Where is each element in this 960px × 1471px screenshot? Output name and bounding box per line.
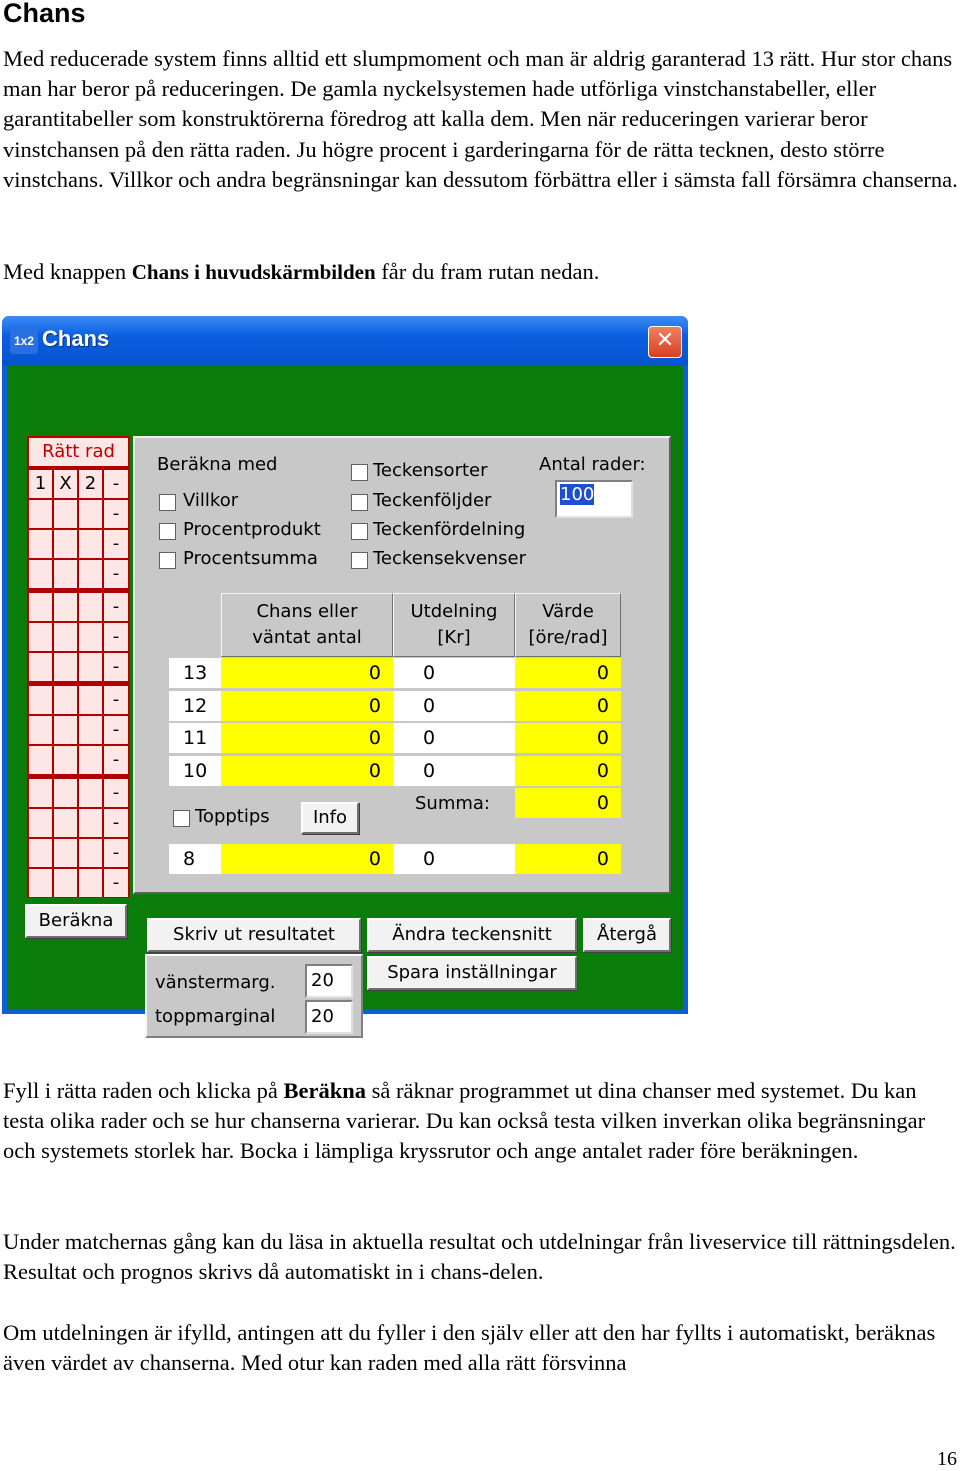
spara-installningar-button[interactable]: Spara inställningar (367, 956, 577, 990)
ratt-rad-cell[interactable] (29, 530, 52, 558)
ratt-rad-cell[interactable]: X (54, 470, 77, 498)
col-utdelning-header-line1: Utdelning (410, 601, 498, 622)
ratt-rad-cell[interactable] (29, 623, 52, 651)
ratt-rad-grid (29, 470, 128, 899)
col-chans-header-line2: väntat antal (252, 627, 362, 648)
ratt-rad-cell[interactable]: - (104, 653, 128, 681)
ratt-rad-row (29, 500, 128, 528)
table-row-11-utdelning-value[interactable]: 0 (393, 723, 515, 753)
berakna-med-label: Beräkna med (157, 454, 278, 475)
table-row-11-chans-value: 0 (221, 723, 393, 753)
page-number: 16 (937, 1448, 957, 1470)
ratt-rad-cell[interactable] (29, 653, 52, 681)
ratt-rad-row (29, 869, 128, 897)
topptips-row-chans-value: 0 (221, 844, 393, 874)
ratt-rad-cell[interactable]: - (104, 839, 128, 867)
toppmarginal-label: toppmarginal (155, 1006, 276, 1027)
ratt-rad-cell[interactable] (54, 530, 77, 558)
ratt-rad-panel (27, 436, 130, 898)
p3-bold: Beräkna (283, 1078, 367, 1103)
close-icon[interactable]: ✕ (648, 326, 682, 358)
page-heading: Chans (3, 0, 86, 28)
ratt-rad-cell[interactable]: - (104, 500, 128, 528)
ratt-rad-row (29, 623, 128, 651)
teckenfoljder-checkbox[interactable] (351, 494, 368, 511)
ratt-rad-cell[interactable] (79, 623, 102, 651)
vanstermarg-label: vänstermarg. (155, 972, 276, 993)
procentsumma-checkbox[interactable] (159, 552, 176, 569)
ratt-rad-row (29, 653, 128, 681)
window-title: Chans (42, 326, 110, 351)
ratt-rad-cell[interactable] (79, 530, 102, 558)
topptips-label: Topptips (195, 806, 270, 827)
title-bar (2, 316, 688, 366)
ratt-rad-cell[interactable] (54, 593, 77, 621)
ratt-rad-cell[interactable]: 1 (29, 470, 52, 498)
topptips-row-row-label: 8 (169, 844, 221, 874)
ratt-rad-row (29, 779, 128, 807)
teckensorter-label: Teckensorter (373, 460, 488, 481)
ratt-rad-cell[interactable]: - (104, 746, 128, 774)
ratt-rad-cell[interactable] (29, 716, 52, 744)
ratt-rad-cell[interactable] (79, 746, 102, 774)
table-row-13-utdelning-value[interactable]: 0 (393, 658, 515, 688)
toppmarginal-input[interactable]: 20 (305, 1000, 353, 1034)
ratt-rad-row (29, 809, 128, 837)
table-row-10-row-label: 10 (169, 756, 221, 786)
table-row-13-chans-value: 0 (221, 658, 393, 688)
ratt-rad-cell[interactable]: - (104, 593, 128, 621)
col-utdelning-header (393, 593, 515, 657)
table-row-12-row-label: 12 (169, 691, 221, 721)
margins-panel (145, 954, 363, 1038)
ratt-rad-cell[interactable] (54, 869, 77, 897)
intro-paragraph: Med reducerade system finns alltid ett slumpmoment och man är aldrig garanterad 13 rätt. Hur stor chans man har beror på reduceringen. De gamla nyckelsystemen hade utförliga vinstchanstabeller, eller garantitabeller som konstruktörerna föredrog att kalla dem. Men när reduceringen varierar beror vinstchansen på den rätta raden. Ju högre procent i garderingarna för de rätta tecknen, desto större vinstchans. Villkor och andra begränsningar kan dessutom förbättra eller i sämsta fall försämra chanserna. (3, 46, 958, 192)
villkor-label: Villkor (183, 490, 239, 511)
window-client-area (7, 366, 683, 1027)
ratt-rad-cell[interactable] (29, 746, 52, 774)
ratt-rad-cell[interactable] (79, 653, 102, 681)
ratt-rad-cell[interactable] (79, 839, 102, 867)
p3-after: så räknar programmet ut dina chanser med systemet. Du kan testa olika rader och se hur chanserna varierar. Du kan också testa vilken inverkan olika begränsningar och systemets storlek har. Bocka i lämpliga kryssrutor och ange antalet rader före beräkningen. (3, 1078, 926, 1164)
ratt-rad-cell[interactable] (54, 560, 77, 588)
button-instruction-after: får du fram rutan nedan. (375, 259, 600, 284)
ratt-rad-cell[interactable]: - (104, 869, 128, 897)
ratt-rad-cell[interactable]: - (104, 716, 128, 744)
ratt-rad-cell[interactable] (29, 686, 52, 714)
ratt-rad-cell[interactable]: - (104, 686, 128, 714)
antal-rader-input[interactable] (555, 480, 633, 518)
topptips-checkbox[interactable] (173, 810, 190, 827)
procentprodukt-label: Procentprodukt (183, 519, 321, 540)
ratt-rad-cell[interactable] (29, 500, 52, 528)
ratt-rad-cell[interactable] (79, 779, 102, 807)
ratt-rad-cell[interactable]: - (104, 560, 128, 588)
ratt-rad-cell[interactable]: - (104, 623, 128, 651)
ratt-rad-cell[interactable]: - (104, 530, 128, 558)
ratt-rad-row (29, 593, 128, 621)
ratt-rad-cell[interactable] (54, 623, 77, 651)
ratt-rad-title: Rätt rad (29, 438, 128, 466)
andra-teckensnitt-button[interactable]: Ändra teckensnitt (367, 918, 577, 952)
ratt-rad-cell[interactable] (54, 839, 77, 867)
ratt-rad-cell[interactable] (29, 839, 52, 867)
table-row-10-chans-value: 0 (221, 756, 393, 786)
col-chans-header (221, 593, 393, 657)
ratt-rad-cell[interactable] (54, 716, 77, 744)
ratt-rad-cell[interactable] (54, 809, 77, 837)
vanstermarg-input[interactable]: 20 (305, 964, 353, 998)
table-row-10-utdelning-value[interactable]: 0 (393, 756, 515, 786)
ratt-rad-cell[interactable] (79, 500, 102, 528)
table-row-11-row-label: 11 (169, 723, 221, 753)
button-instruction-before: Med knappen (3, 259, 132, 284)
p3-before: Fyll i rätta raden och klicka på (3, 1078, 284, 1103)
col-utdelning-header-line2: [Kr] (437, 627, 471, 648)
col-chans-header-line1: Chans eller (256, 601, 358, 622)
teckensekvenser-label: Teckensekvenser (373, 548, 527, 569)
ratt-rad-row (29, 470, 128, 498)
summa-value: 0 (515, 788, 621, 818)
topptips-row-varde-value: 0 (515, 844, 621, 874)
teckensekvenser-checkbox[interactable] (351, 552, 368, 569)
villkor-checkbox[interactable] (159, 494, 176, 511)
table-row-12-utdelning-value[interactable]: 0 (393, 691, 515, 721)
ratt-rad-cell[interactable] (54, 779, 77, 807)
col-varde-header (515, 593, 621, 657)
col-varde-header-line1: Värde (542, 601, 594, 622)
berakna-button[interactable]: Beräkna (25, 904, 127, 938)
ratt-rad-row (29, 746, 128, 774)
ratt-rad-cell[interactable] (29, 869, 52, 897)
table-row-13-row-label: 13 (169, 658, 221, 688)
table-row-10-varde-value: 0 (515, 756, 621, 786)
ratt-rad-cell[interactable] (54, 746, 77, 774)
procentsumma-label: Procentsumma (183, 548, 318, 569)
ratt-rad-cell[interactable] (79, 716, 102, 744)
table-row-11-varde-value: 0 (515, 723, 621, 753)
ratt-rad-cell[interactable]: - (104, 809, 128, 837)
ratt-rad-cell[interactable] (79, 809, 102, 837)
button-instruction (3, 257, 958, 287)
info-button[interactable]: Info (301, 802, 359, 834)
antal-rader-label: Antal rader: (539, 454, 646, 475)
ratt-rad-cell[interactable]: - (104, 779, 128, 807)
procentprodukt-checkbox[interactable] (159, 523, 176, 540)
ratt-rad-row (29, 839, 128, 867)
ratt-rad-cell[interactable]: 2 (79, 470, 102, 498)
antal-rader-value: 100 (560, 484, 595, 505)
chans-window (2, 316, 688, 1027)
topptips-row-utdelning-value[interactable]: 0 (393, 844, 515, 874)
ratt-rad-cell[interactable] (79, 560, 102, 588)
ratt-rad-cell[interactable] (29, 560, 52, 588)
teckenfordelning-checkbox[interactable] (351, 523, 368, 540)
paragraph-utdelningen: Om utdelningen är ifylld, antingen att du fyller i den själv eller att den har fyllts i automatiskt, beräknas även värdet av chanserna. Med otur kan raden med alla rätt försvinna (3, 1320, 936, 1376)
table-row-12-varde-value: 0 (515, 691, 621, 721)
summa-label: Summa: (415, 793, 490, 814)
col-varde-header-line2: [öre/rad] (528, 627, 608, 648)
ratt-rad-row (29, 716, 128, 744)
ratt-rad-cell[interactable] (79, 593, 102, 621)
ratt-rad-cell[interactable]: - (104, 470, 128, 498)
ratt-rad-row (29, 530, 128, 558)
ratt-rad-cell[interactable] (29, 779, 52, 807)
settings-panel (133, 436, 671, 894)
paragraph-under-matcherna: Under matchernas gång kan du läsa in aktuella resultat och utdelningar från liveservice till rättningsdelen. Resultat och prognos skrivs då automatiskt in i chans-delen. (3, 1229, 956, 1285)
teckensorter-checkbox[interactable] (351, 464, 368, 481)
ratt-rad-cell[interactable] (29, 593, 52, 621)
aterga-button[interactable]: Återgå (583, 918, 671, 952)
table-row-12-chans-value: 0 (221, 691, 393, 721)
skriv-ut-button[interactable]: Skriv ut resultatet (147, 918, 361, 952)
ratt-rad-cell[interactable] (79, 686, 102, 714)
teckenfoljder-label: Teckenföljder (373, 490, 492, 511)
paragraph-fyll-i (3, 1076, 958, 1167)
ratt-rad-cell[interactable] (29, 809, 52, 837)
app-icon: 1x2 (10, 328, 38, 354)
ratt-rad-cell[interactable] (54, 653, 77, 681)
ratt-rad-row (29, 686, 128, 714)
button-instruction-bold: Chans i huvudskärmbilden (131, 260, 376, 284)
table-row-13-varde-value: 0 (515, 658, 621, 688)
ratt-rad-cell[interactable] (79, 869, 102, 897)
ratt-rad-cell[interactable] (54, 500, 77, 528)
ratt-rad-cell[interactable] (54, 686, 77, 714)
teckenfordelning-label: Teckenfördelning (373, 519, 526, 540)
ratt-rad-row (29, 560, 128, 588)
